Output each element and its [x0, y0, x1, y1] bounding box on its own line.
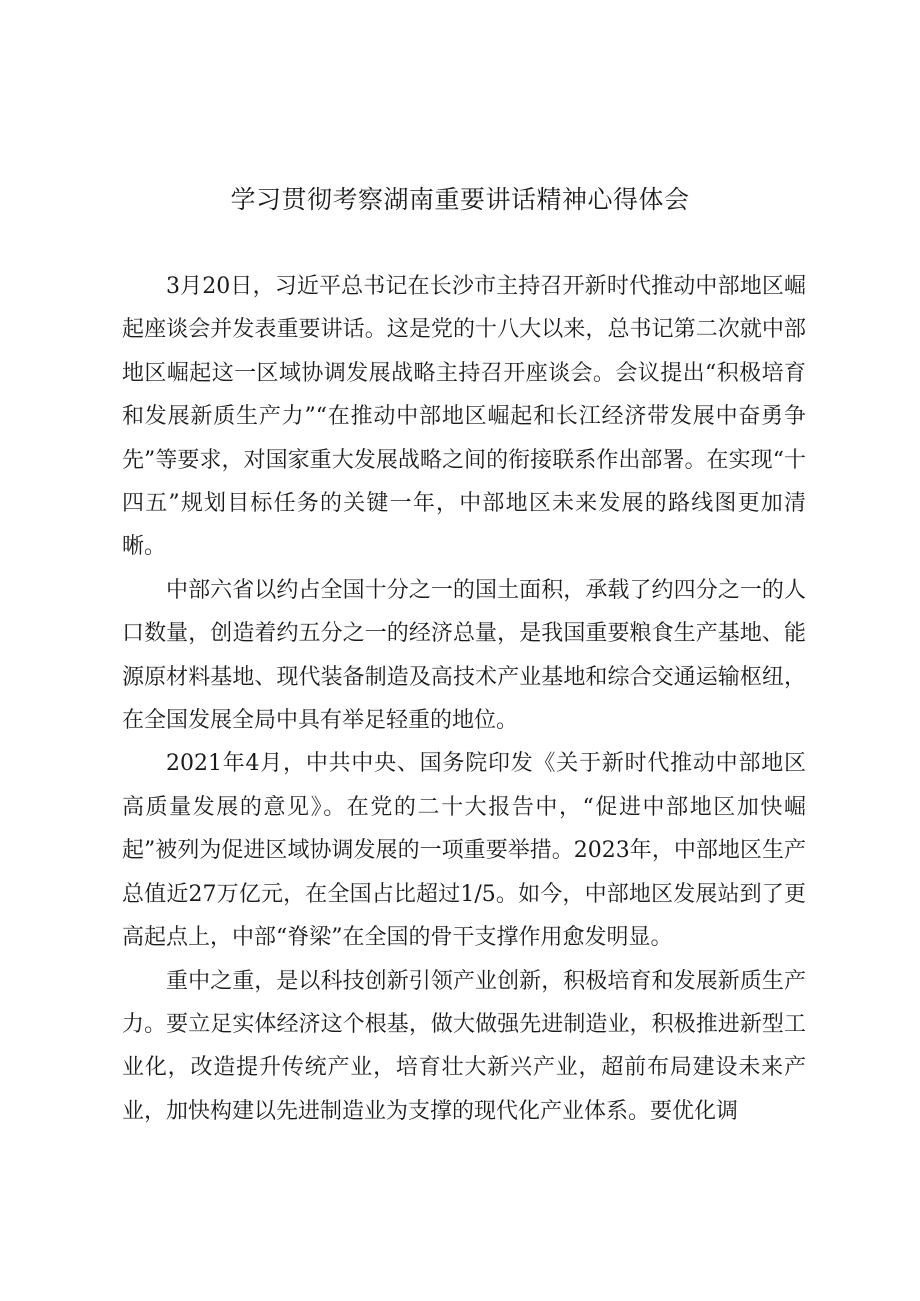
paragraph-2: 中部六省以约占全国十分之一的国土面积，承载了约四分之一的人口数量，创造着约五分之一的经济总量，是我国重要粮食生产基地、能源原材料基地、现代装备制造及高技术产业基地和综合交通运输枢纽，在全国发展全局中具有举足轻重的地位。	[122, 577, 806, 734]
document-title: 学习贯彻考察湖南重要讲话精神心得体会	[230, 185, 690, 214]
paragraph-4: 重中之重，是以科技创新引领产业创新，积极培育和发展新质生产力。要立足实体经济这个根基，做大做强先进制造业，积极推进新型工业化，改造提升传统产业，培育壮大新兴产业，超前布局建设未来产业，加快构建以先进制造业为支撑的现代化产业体系。要优化调	[122, 968, 806, 1124]
paragraph-3: 2021年4月，中共中央、国务院印发《关于新时代推动中部地区高质量发展的意见》。在党的二十大报告中，“促进中部地区加快崛起”被列为促进区域协调发展的一项重要举措。2023年，中部地区生产总值近27万亿元，在全国占比超过1/5。如今，中部地区发展站到了更高起点上，中部“脊梁”在全国的骨干支撑作用愈发明显。	[122, 751, 806, 951]
document-body	[122, 265, 806, 1133]
paragraph-1: 3月20日，习近平总书记在长沙市主持召开新时代推动中部地区崛起座谈会并发表重要讲话。这是党的十八大以来，总书记第二次就中部地区崛起这一区域协调发展战略主持召开座谈会。会议提出“积极培育和发展新质生产力”“在推动中部地区崛起和长江经济带发展中奋勇争先”等要求，对国家重大发展战略之间的衔接联系作出部署。在实现“十四五”规划目标任务的关键一年，中部地区未来发展的路线图更加清晰。	[122, 274, 806, 560]
